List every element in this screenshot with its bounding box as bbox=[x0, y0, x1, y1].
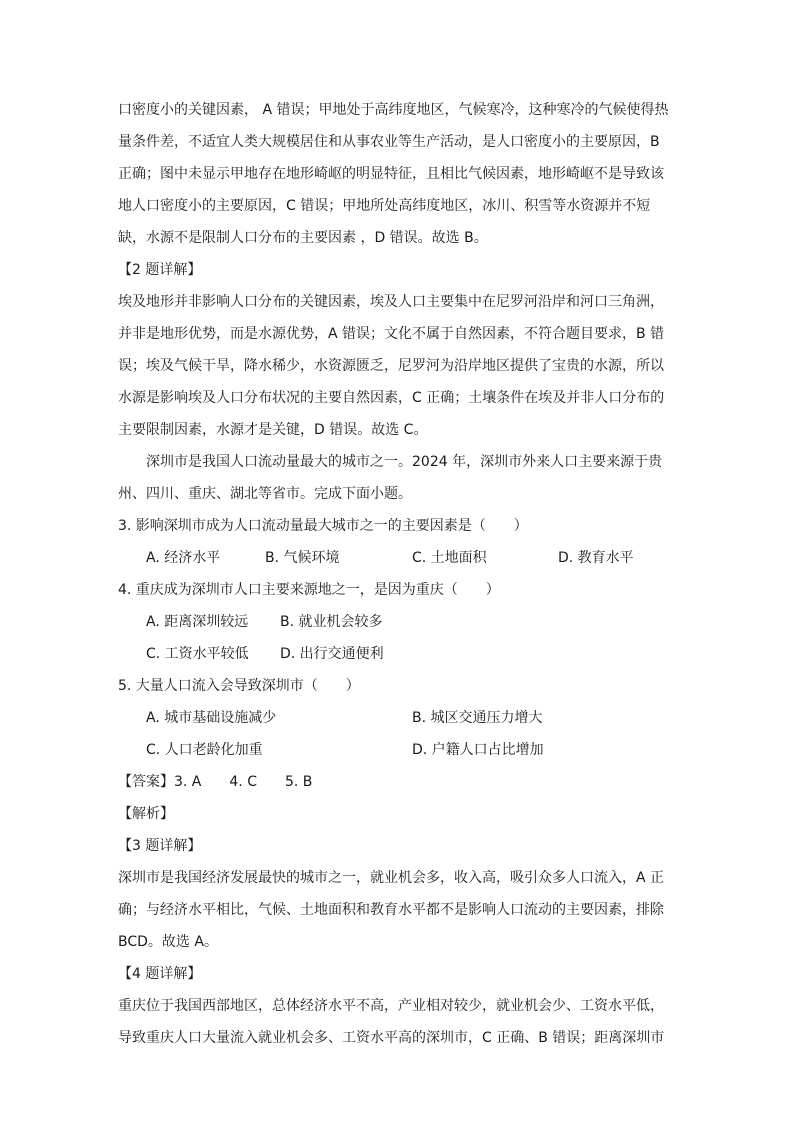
q5-option-d: D. 户籍人口占比增加 bbox=[412, 742, 544, 758]
text-line: 埃及地形并非影响人口分布的关键因素，埃及人口主要集中在尼罗河沿岸和河口三角洲， bbox=[118, 294, 664, 310]
answer-line bbox=[118, 772, 678, 792]
q3-option-d: D. 教育水平 bbox=[558, 550, 634, 566]
q4-option-c: C. 工资水平较低 bbox=[146, 646, 249, 662]
text-line: 缺，水源不是限制人口分布的主要因素 ，D 错误。故选 B。 bbox=[118, 230, 488, 246]
text-line: 正确；图中未显示甲地存在地形崎岖的明显特征，且相比气候因素，地形崎岖不是导致该 bbox=[118, 166, 664, 182]
text-line: BCD。故选 A。 bbox=[118, 934, 218, 950]
question-4-text: 4. 重庆成为深圳市人口主要来源地之一，是因为重庆（ ） bbox=[118, 582, 500, 598]
q4-option-b: B. 就业机会较多 bbox=[280, 614, 383, 630]
analysis-label: 【解析】 bbox=[118, 806, 174, 822]
text-line: 水源是影响埃及人口分布状况的主要自然因素，C 正确；土壤条件在埃及并非人口分布的 bbox=[118, 390, 665, 406]
answer-5: 5. B bbox=[284, 774, 313, 790]
question-stem: 州、四川、重庆、湖北等省市。完成下面小题。 bbox=[118, 486, 412, 502]
q3-option-a: A. 经济水平 bbox=[146, 550, 221, 566]
question-5-text: 5. 大量人口流入会导致深圳市（ ） bbox=[118, 678, 360, 694]
question-stem: 深圳市是我国人口流动量最大的城市之一。2024 年，深圳市外来人口主要来源于贵 bbox=[146, 454, 663, 470]
q4-option-d: D. 出行交通便利 bbox=[280, 646, 384, 662]
q3-option-b: B. 气候环境 bbox=[265, 550, 340, 566]
text-line: 确；与经济水平相比，气候、土地面积和教育水平都不是影响人口流动的主要因素，排除 bbox=[118, 902, 664, 918]
text-line: 地人口密度小的主要原因，C 错误；甲地所处高纬度地区，冰川、积雪等水资源并不短 bbox=[118, 198, 651, 214]
q4-option-a: A. 距离深圳较远 bbox=[146, 614, 249, 630]
q5-option-c: C. 人口老龄化加重 bbox=[146, 742, 263, 758]
text-line: 口密度小的关键因素， A 错误；甲地处于高纬度地区，气候寒冷，这种寒冷的气候使得热 bbox=[118, 102, 669, 118]
text-line: 主要限制因素，水源才是关键，D 错误。故选 C。 bbox=[118, 422, 428, 438]
text-line: 深圳市是我国经济发展最快的城市之一，就业机会多，收入高，吸引众多人口流入，A 正 bbox=[118, 870, 665, 886]
answer-label: 【答案】 bbox=[118, 774, 174, 790]
q5-option-b: B. 城区交通压力增大 bbox=[412, 710, 543, 726]
text-line: 量条件差，不适宜人类大规模居住和从事农业等生产活动，是人口密度小的主要原因，B bbox=[118, 134, 660, 150]
answer-3: 3. A bbox=[174, 774, 202, 790]
section-heading-q4: 【4 题详解】 bbox=[118, 966, 202, 982]
answer-4: 4. C bbox=[229, 774, 257, 790]
section-heading-q3: 【3 题详解】 bbox=[118, 838, 202, 854]
text-line: 误；埃及气候干旱，降水稀少，水资源匮乏，尼罗河为沿岸地区提供了宝贵的水源，所以 bbox=[118, 358, 664, 374]
question-3-text: 3. 影响深圳市成为人口流动量最大城市之一的主要因素是（ ） bbox=[118, 518, 528, 534]
section-heading-q2: 【2 题详解】 bbox=[118, 262, 202, 278]
text-line: 导致重庆人口大量流入就业机会多、工资水平高的深圳市，C 正确、B 错误；距离深圳市 bbox=[118, 1030, 665, 1046]
q5-option-a: A. 城市基础设施减少 bbox=[146, 710, 277, 726]
q3-option-c: C. 土地面积 bbox=[412, 550, 487, 566]
text-line: 重庆位于我国西部地区，总体经济水平不高，产业相对较少，就业机会少、工资水平低， bbox=[118, 998, 664, 1014]
text-line: 并非是地形优势，而是水源优势，A 错误；文化不属于自然因素，不符合题目要求，B 错 bbox=[118, 326, 665, 342]
